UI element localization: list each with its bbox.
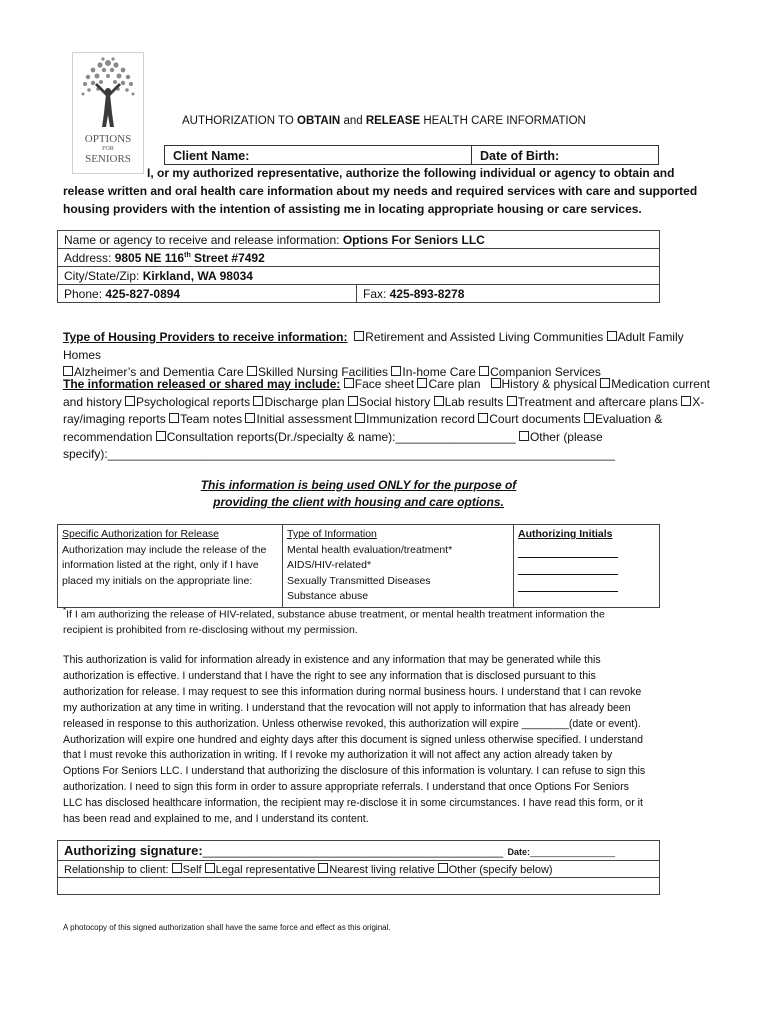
auth-col1-body: Authorization may include the release of the information listed at the right, only if I have placed my initials on the appropriate line: [62,543,267,587]
housing-option-skilled-nursing: Skilled Nursing Facilities [257,365,389,380]
info-type-item: Mental health evaluation/treatment* [287,543,453,556]
client-header-box [164,145,659,165]
initials-line[interactable] [518,543,618,558]
housing-option-retirement: Retirement and Assisted Living Communities [365,330,604,344]
fax-label: Fax: [363,286,390,301]
released-option: Lab results [444,394,504,409]
logo-text-options: OPTIONS [84,133,132,145]
agency-name-label: Name or agency to receive and release information: [64,232,343,247]
footnote-line-2: recipient is prohibited from re-disclosing without my permission. [63,624,358,637]
terms-line: authorization for release. I may request to see this information during normal business hours. I understand that I can revoke [63,685,642,698]
auth-col2-heading: Type of Information [287,528,377,540]
housing-option-adult-family: Adult Family Homes [63,330,684,362]
terms-line: my authorization at any time in writing. I understand that the revocation will not apply to information that has already been [63,701,631,714]
released-option: Immunization record [366,412,475,427]
relationship-option-self: Self [182,863,202,876]
housing-option-companion: Companion Services [490,365,601,380]
terms-line: Authorization will expire one hundred and eighty days after this document is signed unless otherwise specified. I understand [63,733,644,746]
title-suffix: HEALTH CARE INFORMATION [420,115,586,127]
auth-col1-heading: Specific Authorization for Release [62,528,220,540]
tree-logo-icon [73,53,143,131]
checkbox[interactable] [478,413,488,423]
checkbox[interactable] [507,396,517,406]
checkbox[interactable] [348,396,358,406]
checkbox[interactable] [391,366,401,376]
terms-line: authorization. I need to sign this form in order to assure appropriate referrals. I understand that once Options For Seniors [63,781,629,794]
housing-option-in-home: In-home Care [402,365,476,380]
auth-table-row [58,525,660,608]
signature-table [57,840,660,895]
authorization-terms [63,653,723,828]
checkbox[interactable] [600,378,610,388]
checkbox[interactable] [681,396,691,406]
footnote-star: * [63,606,67,615]
released-info-section [63,376,713,464]
company-logo [72,52,144,174]
relationship-label: Relationship to client: [64,863,172,876]
terms-line: authorization is effective. I understand that I have the right to see any information that is disclosed pursuant to this [63,669,596,682]
signature-row [58,841,660,861]
released-option: Discharge plan [264,394,345,409]
intro-line-3: housing providers with the intention of assisting me in locating appropriate housing or care services. [63,202,642,216]
address-street: Street #7492 [190,250,265,265]
checkbox[interactable] [172,863,182,873]
auth-col3-heading: Authorizing Initials [518,528,613,540]
checkbox[interactable] [253,396,263,406]
checkbox[interactable] [355,413,365,423]
document-title [182,115,586,127]
signature-label: Authorizing signature: [64,842,203,858]
checkbox[interactable] [354,331,364,341]
title-prefix: AUTHORIZATION TO [182,115,298,127]
released-option: X-ray/imaging reports [63,394,705,427]
footnote [63,603,605,639]
checkbox[interactable] [247,366,257,376]
title-release: RELEASE [365,115,421,127]
released-option: Initial assessment [256,412,352,427]
address-suffix: th [184,251,191,259]
fax-value: 425-893-8278 [389,286,465,301]
phone-label: Phone: [64,286,106,301]
date-of-birth-field[interactable]: Date of Birth: [480,149,560,163]
relationship-row [58,861,660,878]
agency-info-table [57,230,660,303]
footer-note: A photocopy of this signed authorization shall have the same force and effect as this original. [63,923,391,932]
address-value: 9805 NE 116 [114,250,185,265]
agency-name-value: Options For Seniors LLC [342,232,485,247]
checkbox[interactable] [479,366,489,376]
logo-text-for: FOR [102,146,114,152]
checkbox[interactable] [519,431,529,441]
city-value: Kirkland, WA 98034 [142,268,253,283]
checkbox[interactable] [491,378,501,388]
agency-name-row [58,231,660,249]
checkbox[interactable] [417,378,427,388]
checkbox[interactable] [205,863,215,873]
purpose-line-1: This information is being used ONLY for the purpose of [200,478,517,492]
released-option: Care plan [428,377,481,391]
terms-line: that I must revoke this authorization in writing. If I revoke my authorization it will not affect any action already taken by [63,749,613,762]
checkbox[interactable] [344,378,354,388]
released-option: Psychological reports [136,394,251,409]
terms-line: Options For Seniors LLC. I understand that authorizing the disclosure of this information is voluntary. I can refuse to sign this [63,765,646,778]
checkbox[interactable] [169,413,179,423]
title-obtain: OBTAIN [297,115,341,127]
checkbox[interactable] [125,396,135,406]
relationship-option-relative: Nearest living relative [329,863,435,876]
date-label: Date: [507,846,530,857]
purpose-statement [57,477,660,511]
terms-line: LLC has disclosed healthcare information, the recipient may re-disclose it in some circumstances. I have read this form, or it [63,797,643,810]
phone-value: 425-827-0894 [105,286,181,301]
released-option: Team notes [180,412,243,427]
address-label: Address: [64,250,115,265]
checkbox[interactable] [318,863,328,873]
released-option: Treatment and aftercare plans [517,394,678,409]
released-option: Social history [358,394,431,409]
specify-field[interactable] [58,878,660,895]
released-option: Medication current and history [63,377,710,409]
date-line[interactable]: _________________ [529,846,616,857]
released-heading: The information released or shared may include: [63,377,341,391]
specify-row [58,878,660,895]
specific-authorization-table [57,524,660,608]
housing-heading: Type of Housing Providers to receive information: [63,330,348,344]
info-type-item: Substance abuse [287,590,369,602]
purpose-line-2: providing the client with housing and care options. [213,495,504,509]
relationship-option-other: Other (specify below) [448,863,553,876]
footnote-line-1: If I am authorizing the release of HIV-related, substance abuse treatment, or mental health treatment information the [66,608,605,621]
info-type-item: Sexually Transmitted Diseases [287,574,431,587]
checkbox[interactable] [245,413,255,423]
initials-line[interactable] [518,577,618,592]
housing-types-section [63,329,713,382]
terms-line: released in response to this authorization. Unless otherwise revoked, this authorization will expire ________(date or event). [63,717,641,730]
terms-line: This authorization is valid for information already in existence and any information that may be generated while this [63,654,601,666]
released-option: Evaluation & recommendation [63,412,663,444]
signature-line[interactable]: _____________________________________________ [202,843,503,858]
agency-phone-row [58,285,660,303]
released-option-consultation: Consultation reports(Dr./specialty & name):__________________ [166,429,516,444]
released-option-other: Other (please specify):____________________________________________________________________________ [63,429,615,462]
agency-city-row [58,267,660,285]
released-option: Court documents [489,412,581,427]
released-option: Face sheet [354,377,415,391]
checkbox[interactable] [607,331,617,341]
city-label: City/State/Zip: [64,268,143,283]
initials-line[interactable] [518,560,618,575]
checkbox[interactable] [584,413,594,423]
checkbox[interactable] [156,431,166,441]
title-mid: and [340,115,366,127]
checkbox[interactable] [434,396,444,406]
client-name-field[interactable]: Client Name: [173,149,250,163]
logo-text-seniors: SENIORS [85,153,131,165]
intro-line-2: release written and oral health care information about my needs and required services with care and supported [63,184,698,198]
terms-line: has been read and explained to me, and I understand its content. [63,813,369,826]
checkbox[interactable] [63,366,73,376]
info-type-item: AIDS/HIV-related* [287,559,372,571]
checkbox[interactable] [438,863,448,873]
released-option: History & physical [501,377,597,391]
relationship-option-legal: Legal representative [215,863,316,876]
housing-option-alzheimers: Alzheimer’s and Dementia Care [74,365,244,380]
agency-address-row [58,249,660,267]
intro-line-1: I, or my authorized representative, authorize the following individual or agency to obtain and [147,166,675,180]
